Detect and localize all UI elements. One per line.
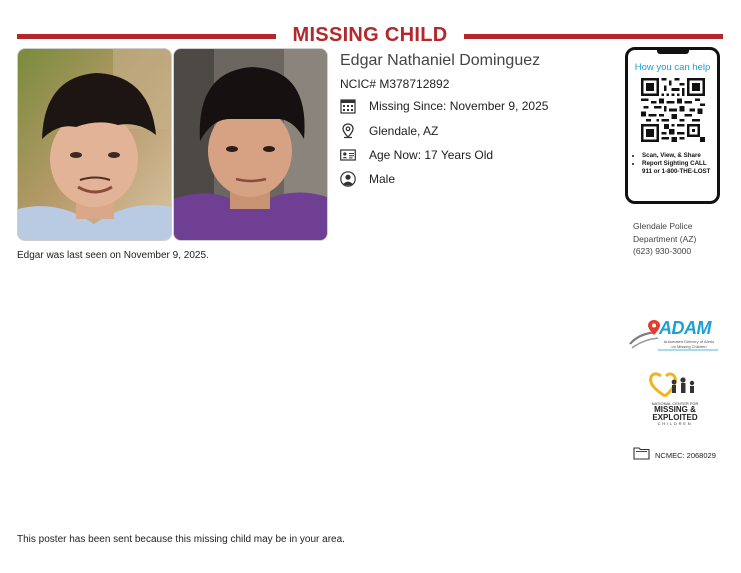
location-row bbox=[340, 122, 438, 140]
page-title: MISSING CHILD bbox=[292, 24, 448, 46]
ncmec-line2: MISSING & bbox=[654, 405, 696, 414]
sex-row bbox=[340, 170, 395, 188]
child-name: Edgar Nathaniel Dominguez bbox=[340, 52, 541, 69]
adam-logo-tagline bbox=[657, 339, 721, 349]
sex: Male bbox=[369, 172, 396, 186]
ncic-number: NCIC# M378712892 bbox=[340, 77, 450, 91]
age-now: Age Now: 17 Years Old bbox=[369, 148, 494, 162]
person-icon bbox=[340, 171, 356, 187]
location: Glendale, AZ bbox=[369, 124, 439, 138]
last-seen-text: Edgar was last seen on November 9, 2025. bbox=[17, 250, 209, 261]
age-row bbox=[340, 146, 493, 164]
header-rule-left bbox=[17, 34, 276, 39]
folder-icon bbox=[633, 446, 650, 465]
agency-contact bbox=[633, 220, 696, 258]
ncmec-line1: NATIONAL CENTER FOR bbox=[651, 401, 699, 406]
help-item-scan: • Scan, View, & Share bbox=[642, 152, 718, 160]
help-item-report: • Report Sighting CALL 911 or 1-800-THE-LOST bbox=[642, 160, 718, 176]
ncmec-line3: EXPLOITED bbox=[652, 412, 698, 422]
adam-tagline-1: Automated Delivery of Alerts bbox=[663, 339, 715, 344]
ncmec-id: NCMEC: 2068029 bbox=[655, 451, 716, 460]
help-list bbox=[632, 152, 718, 176]
header-rule-right bbox=[464, 34, 723, 39]
ncmec-line4: CHILDREN bbox=[657, 421, 693, 426]
phone-notch bbox=[657, 49, 689, 54]
agency-phone[interactable]: (623) 930-3000 bbox=[633, 246, 692, 256]
ncmec-case-number bbox=[633, 446, 716, 465]
help-phone-card bbox=[625, 47, 720, 204]
calendar-icon bbox=[340, 98, 356, 114]
child-photo-1 bbox=[17, 48, 172, 241]
adam-logo-name: ADAM bbox=[659, 318, 711, 338]
footer-notice: This poster has been sent because this missing child may be in your area. bbox=[17, 534, 345, 545]
adam-tagline-2: on Missing Children bbox=[671, 344, 707, 349]
location-pin-icon bbox=[340, 123, 356, 139]
id-card-icon bbox=[340, 147, 356, 163]
ncmec-wordmark bbox=[642, 406, 708, 421]
qr-code[interactable] bbox=[641, 78, 705, 142]
child-photo-2 bbox=[173, 48, 328, 241]
agency-name-1: Glendale Police bbox=[633, 221, 693, 231]
help-title: How you can help bbox=[634, 62, 711, 73]
agency-name-2: Department (AZ) bbox=[633, 233, 697, 244]
missing-since: Missing Since: November 9, 2025 bbox=[369, 99, 549, 113]
missing-since-row bbox=[340, 97, 548, 115]
